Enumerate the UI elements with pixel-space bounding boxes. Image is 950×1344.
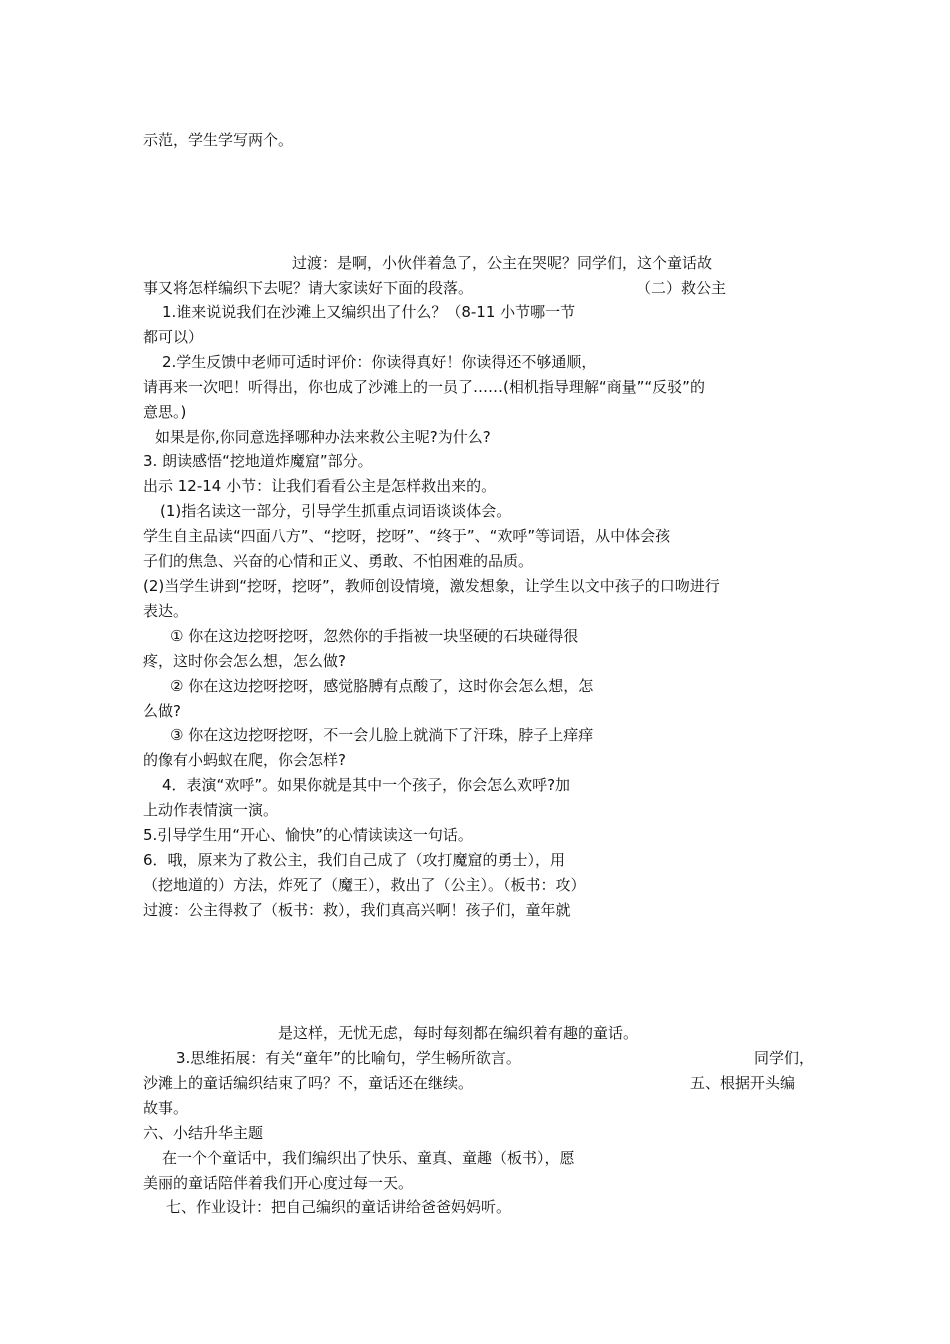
text-line: 同学们，	[754, 1049, 815, 1067]
text-line: ③ 你在这边挖呀挖呀，不一会儿脸上就淌下了汗珠，脖子上痒痒	[170, 726, 594, 744]
text-line: ① 你在这边挖呀挖呀，忽然你的手指被一块坚硬的石块碰得很	[170, 627, 579, 645]
text-line: 3.思维拓展：有关“童年”的比喻句，学生畅所欲言。	[176, 1049, 521, 1067]
text-line: 表达。	[143, 602, 189, 620]
text-line: 5.引导学生用“开心、愉快”的心情读读这一句话。	[143, 826, 473, 844]
text-line: 都可以）	[143, 328, 204, 346]
section-heading: 五、根据开头编	[690, 1074, 796, 1092]
text-line: 在一个个童话中，我们编织出了快乐、童真、童趣（板书），愿	[162, 1149, 575, 1167]
text-line: 过渡：公主得救了（板书：救），我们真高兴啊！孩子们，童年就	[143, 901, 571, 919]
text-line: 沙滩上的童话编织结束了吗？不，童话还在继续。	[143, 1074, 474, 1092]
text-line: 出示 12-14 小节：让我们看看公主是怎样救出来的。	[143, 477, 497, 495]
text-line: 2.学生反馈中老师可适时评价：你读得真好！你读得还不够通顺，	[162, 353, 597, 371]
text-line: 1.谁来说说我们在沙滩上又编织出了什么？（8-11 小节哪一节	[162, 303, 576, 321]
text-line: （挖地道的）方法，炸死了（魔王），救出了（公主）。（板书：攻）	[143, 876, 586, 894]
text-line: 上动作表情演一演。	[143, 801, 279, 819]
text-line: ② 你在这边挖呀挖呀，感觉胳膊有点酸了，这时你会怎么想，怎	[170, 677, 594, 695]
text-line: (2)当学生讲到“挖呀，挖呀”，教师创设情境，激发想象，让学生以文中孩子的口吻进行	[143, 577, 720, 595]
section-heading: （二）救公主	[636, 279, 727, 297]
text-line: 美丽的童话陪伴着我们开心度过每一天。	[143, 1174, 414, 1192]
text-line: 示范，学生学写两个。	[143, 131, 294, 149]
text-line: 请再来一次吧！听得出，你也成了沙滩上的一员了……(相机指导理解“商量”“反驳”的	[143, 378, 705, 396]
text-line: 6．哦，原来为了救公主，我们自己成了（攻打魔窟的勇士），用	[143, 851, 566, 869]
text-line: 疼，这时你会怎么想，怎么做?	[143, 652, 346, 670]
text-line: 的像有小蚂蚁在爬，你会怎样?	[143, 751, 346, 769]
text-line: 4．表演“欢呼”。如果你就是其中一个孩子，你会怎么欢呼?加	[162, 776, 571, 794]
text-line: 子们的焦急、兴奋的心情和正义、勇敢、不怕困难的品质。	[143, 552, 534, 570]
text-line: 如果是你,你同意选择哪种办法来救公主呢?为什么?	[155, 428, 491, 446]
text-line: 故事。	[143, 1099, 189, 1117]
section-heading: 七、作业设计：把自己编织的童话讲给爸爸妈妈听。	[166, 1198, 512, 1216]
text-line: 是这样，无忧无虑，每时每刻都在编织着有趣的童话。	[278, 1024, 639, 1042]
text-line: 事又将怎样编织下去呢？请大家读好下面的段落。	[143, 279, 474, 297]
text-line: 过渡：是啊，小伙伴着急了，公主在哭呢？同学们，这个童话故	[292, 254, 713, 272]
text-line: (1)指名读这一部分，引导学生抓重点词语谈谈体会。	[160, 502, 512, 520]
text-line: 3. 朗读感悟“挖地道炸魔窟”部分。	[143, 452, 373, 470]
section-heading: 六、小结升华主题	[143, 1124, 264, 1142]
text-line: 学生自主品读“四面八方”、“挖呀，挖呀”、“终于”、“欢呼”等词语，从中体会孩	[143, 527, 671, 545]
text-line: 意思。)	[143, 403, 187, 421]
text-line: 么做?	[143, 702, 181, 720]
